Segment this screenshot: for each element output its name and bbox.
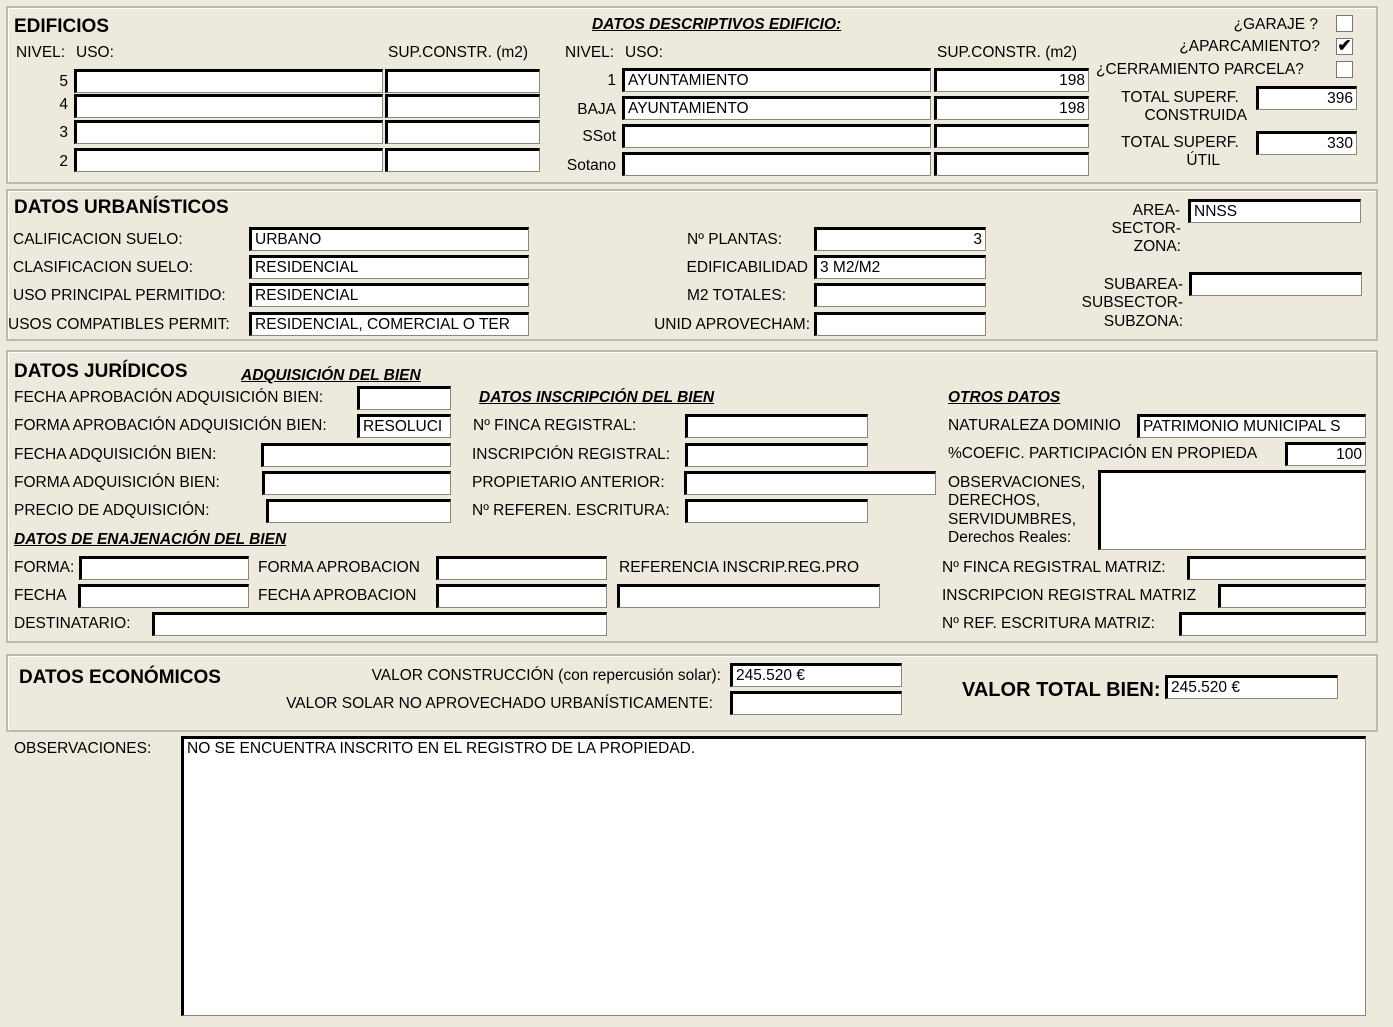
sup-field-sotano[interactable] bbox=[934, 152, 1089, 176]
uso-header-right: USO: bbox=[625, 44, 663, 61]
nivel-3: 3 bbox=[59, 124, 68, 141]
sup-header-right: SUP.CONSTR. (m2) bbox=[937, 44, 1078, 61]
forma-field[interactable] bbox=[79, 556, 249, 580]
destinatario-field[interactable] bbox=[152, 612, 607, 636]
uso-field-ssot[interactable] bbox=[622, 124, 931, 148]
cerramiento-checkbox[interactable] bbox=[1336, 61, 1353, 78]
observ-label-1: OBSERVACIONES, bbox=[948, 474, 1086, 491]
observ-label-2: DERECHOS, bbox=[948, 492, 1041, 509]
nivel-sotano: Sotano bbox=[566, 157, 616, 174]
finca-label: Nº FINCA REGISTRAL: bbox=[473, 417, 637, 434]
observaciones-label: OBSERVACIONES: bbox=[14, 740, 152, 757]
plantas-label: Nº PLANTAS: bbox=[687, 231, 782, 248]
uso-field-3[interactable] bbox=[74, 120, 383, 144]
sup-field-3[interactable] bbox=[385, 120, 540, 144]
uso-field-1[interactable]: AYUNTAMIENTO bbox=[622, 68, 931, 92]
fecha-aprob-label: FECHA APROBACIÓN ADQUISICIÓN BIEN: bbox=[14, 389, 324, 406]
sup-field-baja[interactable]: 198 bbox=[934, 96, 1089, 120]
referen-label: Nº REFEREN. ESCRITURA: bbox=[472, 502, 670, 519]
uso-principal-field[interactable]: RESIDENCIAL bbox=[249, 283, 529, 307]
subarea-label-2: SUBSECTOR- bbox=[1081, 294, 1183, 311]
unid-aprovecham-field[interactable] bbox=[814, 312, 986, 336]
observ-label-4: Derechos Reales: bbox=[948, 529, 1072, 546]
clasificacion-label: CLASIFICACION SUELO: bbox=[13, 259, 194, 276]
usos-compatibles-label: USOS COMPATIBLES PERMIT: bbox=[8, 316, 230, 333]
edificabilidad-label: EDIFICABILIDAD bbox=[686, 259, 808, 276]
nivel-4: 4 bbox=[59, 96, 68, 113]
uso-header-left: USO: bbox=[76, 44, 114, 61]
fecha-label: FECHA bbox=[14, 587, 67, 604]
enajenacion-title: DATOS DE ENAJENACIÓN DEL BIEN bbox=[14, 531, 287, 548]
descriptive-title: DATOS DESCRIPTIVOS EDIFICIO: bbox=[592, 16, 842, 33]
subarea-label-1: SUBAREA- bbox=[1103, 276, 1183, 293]
inscripcion-label: INSCRIPCIÓN REGISTRAL: bbox=[472, 446, 671, 463]
fecha-adq-label: FECHA ADQUISICIÓN BIEN: bbox=[14, 446, 217, 463]
naturaleza-field[interactable]: PATRIMONIO MUNICIPAL S bbox=[1137, 414, 1366, 438]
propietario-field[interactable] bbox=[684, 471, 936, 495]
edificabilidad-field[interactable]: 3 M2/M2 bbox=[814, 255, 986, 279]
coefic-label: %COEFIC. PARTICIPACIÓN EN PROPIEDA bbox=[948, 445, 1258, 462]
valor-construccion-label: VALOR CONSTRUCCIÓN (con repercusión solar): bbox=[371, 667, 721, 684]
precio-label: PRECIO DE ADQUISICIÓN: bbox=[14, 502, 210, 519]
calificacion-field[interactable]: URBANO bbox=[249, 227, 529, 251]
aparcamiento-label: ¿APARCAMIENTO? bbox=[1179, 38, 1320, 55]
clasificacion-field[interactable]: RESIDENCIAL bbox=[249, 255, 529, 279]
total-construida-field[interactable]: 396 bbox=[1256, 86, 1357, 110]
observaciones-textarea[interactable]: NO SE ENCUENTRA INSCRITO EN EL REGISTRO DE LA PROPIEDAD. bbox=[181, 736, 1366, 1016]
unid-aprovecham-label: UNID APROVECHAM: bbox=[654, 316, 810, 333]
total-util-field[interactable]: 330 bbox=[1256, 131, 1357, 155]
inscripcion-matriz-field[interactable] bbox=[1218, 584, 1366, 608]
uso-field-baja[interactable]: AYUNTAMIENTO bbox=[622, 96, 931, 120]
garaje-checkbox[interactable] bbox=[1336, 15, 1353, 32]
calificacion-label: CALIFICACION SUELO: bbox=[13, 231, 183, 248]
forma-adq-label: FORMA ADQUISICIÓN BIEN: bbox=[14, 474, 220, 491]
nivel-1: 1 bbox=[607, 72, 616, 89]
inscripcion-field[interactable] bbox=[685, 443, 868, 467]
sup-field-5[interactable] bbox=[385, 69, 540, 93]
otros-title: OTROS DATOS bbox=[948, 389, 1061, 406]
fecha-adq-field[interactable] bbox=[261, 443, 451, 467]
forma-aprobacion-label: FORMA APROBACION bbox=[258, 559, 420, 576]
uso-principal-label: USO PRINCIPAL PERMITIDO: bbox=[13, 287, 226, 304]
uso-field-2[interactable] bbox=[74, 148, 383, 172]
juridicos-title: DATOS JURÍDICOS bbox=[14, 361, 188, 382]
uso-field-5[interactable] bbox=[74, 69, 383, 93]
observ-label-3: SERVIDUMBRES, bbox=[948, 511, 1077, 528]
total-construida-label-1: TOTAL SUPERF. bbox=[1121, 89, 1239, 106]
valor-construccion-field[interactable]: 245.520 € bbox=[730, 663, 902, 687]
plantas-field[interactable]: 3 bbox=[814, 227, 986, 251]
nivel-header-right: NIVEL: bbox=[565, 44, 615, 61]
subarea-label-3: SUBZONA: bbox=[1103, 313, 1183, 330]
area-label-1: AREA- bbox=[1132, 202, 1180, 219]
fecha-aprobacion-field[interactable] bbox=[436, 584, 607, 608]
forma-adq-field[interactable] bbox=[262, 471, 451, 495]
referen-field[interactable] bbox=[685, 499, 868, 523]
edificios-title: EDIFICIOS bbox=[14, 16, 110, 37]
fecha-aprob-field[interactable] bbox=[357, 386, 451, 410]
valor-solar-label: VALOR SOLAR NO APROVECHADO URBANÍSTICAMENTE: bbox=[286, 695, 713, 712]
m2-totales-field[interactable] bbox=[814, 283, 986, 307]
referencia-label: REFERENCIA INSCRIP.REG.PRO bbox=[619, 559, 860, 576]
uso-field-sotano[interactable] bbox=[622, 152, 931, 176]
subarea-field[interactable] bbox=[1189, 272, 1362, 296]
area-field[interactable]: NNSS bbox=[1188, 199, 1361, 223]
nivel-header-left: NIVEL: bbox=[16, 44, 66, 61]
ref-matriz-label: Nº REF. ESCRITURA MATRIZ: bbox=[942, 615, 1155, 632]
sup-field-ssot[interactable] bbox=[934, 124, 1089, 148]
inscripcion-matriz-label: INSCRIPCION REGISTRAL MATRIZ bbox=[942, 587, 1197, 604]
precio-field[interactable] bbox=[266, 499, 451, 523]
forma-label: FORMA: bbox=[14, 559, 75, 576]
valor-solar-field[interactable] bbox=[730, 691, 902, 715]
valor-total-label: VALOR TOTAL BIEN: bbox=[962, 679, 1161, 701]
sup-field-2[interactable] bbox=[385, 148, 540, 172]
sup-field-1[interactable]: 198 bbox=[934, 68, 1089, 92]
valor-total-field[interactable]: 245.520 € bbox=[1165, 675, 1338, 699]
propietario-label: PROPIETARIO ANTERIOR: bbox=[472, 474, 665, 491]
finca-matriz-field[interactable] bbox=[1187, 556, 1366, 580]
sup-field-4[interactable] bbox=[385, 94, 540, 118]
sup-header-left: SUP.CONSTR. (m2) bbox=[388, 44, 529, 61]
adquisicion-title: ADQUISICIÓN DEL BIEN bbox=[241, 367, 421, 384]
forma-aprob-field[interactable]: RESOLUCI bbox=[357, 414, 451, 438]
nivel-2: 2 bbox=[59, 153, 68, 170]
finca-field[interactable] bbox=[685, 414, 868, 438]
inscripcion-title: DATOS INSCRIPCIÓN DEL BIEN bbox=[479, 389, 715, 406]
total-util-label-1: TOTAL SUPERF. bbox=[1121, 134, 1239, 151]
nivel-baja: BAJA bbox=[577, 101, 616, 118]
referencia-field[interactable] bbox=[617, 584, 880, 608]
total-util-label-2: ÚTIL bbox=[1186, 152, 1220, 169]
fecha-aprobacion-label: FECHA APROBACION bbox=[258, 587, 417, 604]
coefic-field[interactable]: 100 bbox=[1285, 442, 1366, 466]
finca-matriz-label: Nº FINCA REGISTRAL MATRIZ: bbox=[942, 559, 1166, 576]
total-construida-label-2: CONSTRUIDA bbox=[1144, 107, 1247, 124]
urbanisticos-title: DATOS URBANÍSTICOS bbox=[14, 197, 229, 218]
m2-totales-label: M2 TOTALES: bbox=[686, 287, 786, 304]
ref-matriz-field[interactable] bbox=[1179, 612, 1366, 636]
naturaleza-label: NATURALEZA DOMINIO bbox=[948, 417, 1121, 434]
check-icon: ✔ bbox=[1337, 36, 1352, 55]
destinatario-label: DESTINATARIO: bbox=[14, 615, 131, 632]
cerramiento-label: ¿CERRAMIENTO PARCELA? bbox=[1096, 61, 1304, 78]
aparcamiento-checkbox[interactable] bbox=[1336, 38, 1353, 55]
nivel-ssot: SSot bbox=[582, 128, 616, 145]
economicos-title: DATOS ECONÓMICOS bbox=[19, 667, 221, 688]
fecha-field[interactable] bbox=[78, 584, 249, 608]
forma-aprob-label: FORMA APROBACIÓN ADQUISICIÓN BIEN: bbox=[14, 417, 327, 434]
area-label-2: SECTOR- bbox=[1111, 220, 1181, 237]
garaje-label: ¿GARAJE ? bbox=[1233, 16, 1318, 33]
forma-aprobacion-field[interactable] bbox=[436, 556, 607, 580]
nivel-5: 5 bbox=[59, 73, 68, 90]
observ-derechos-field[interactable] bbox=[1098, 470, 1366, 550]
uso-field-4[interactable] bbox=[74, 94, 383, 118]
area-label-3: ZONA: bbox=[1133, 238, 1181, 255]
usos-compatibles-field[interactable]: RESIDENCIAL, COMERCIAL O TER bbox=[249, 312, 529, 336]
